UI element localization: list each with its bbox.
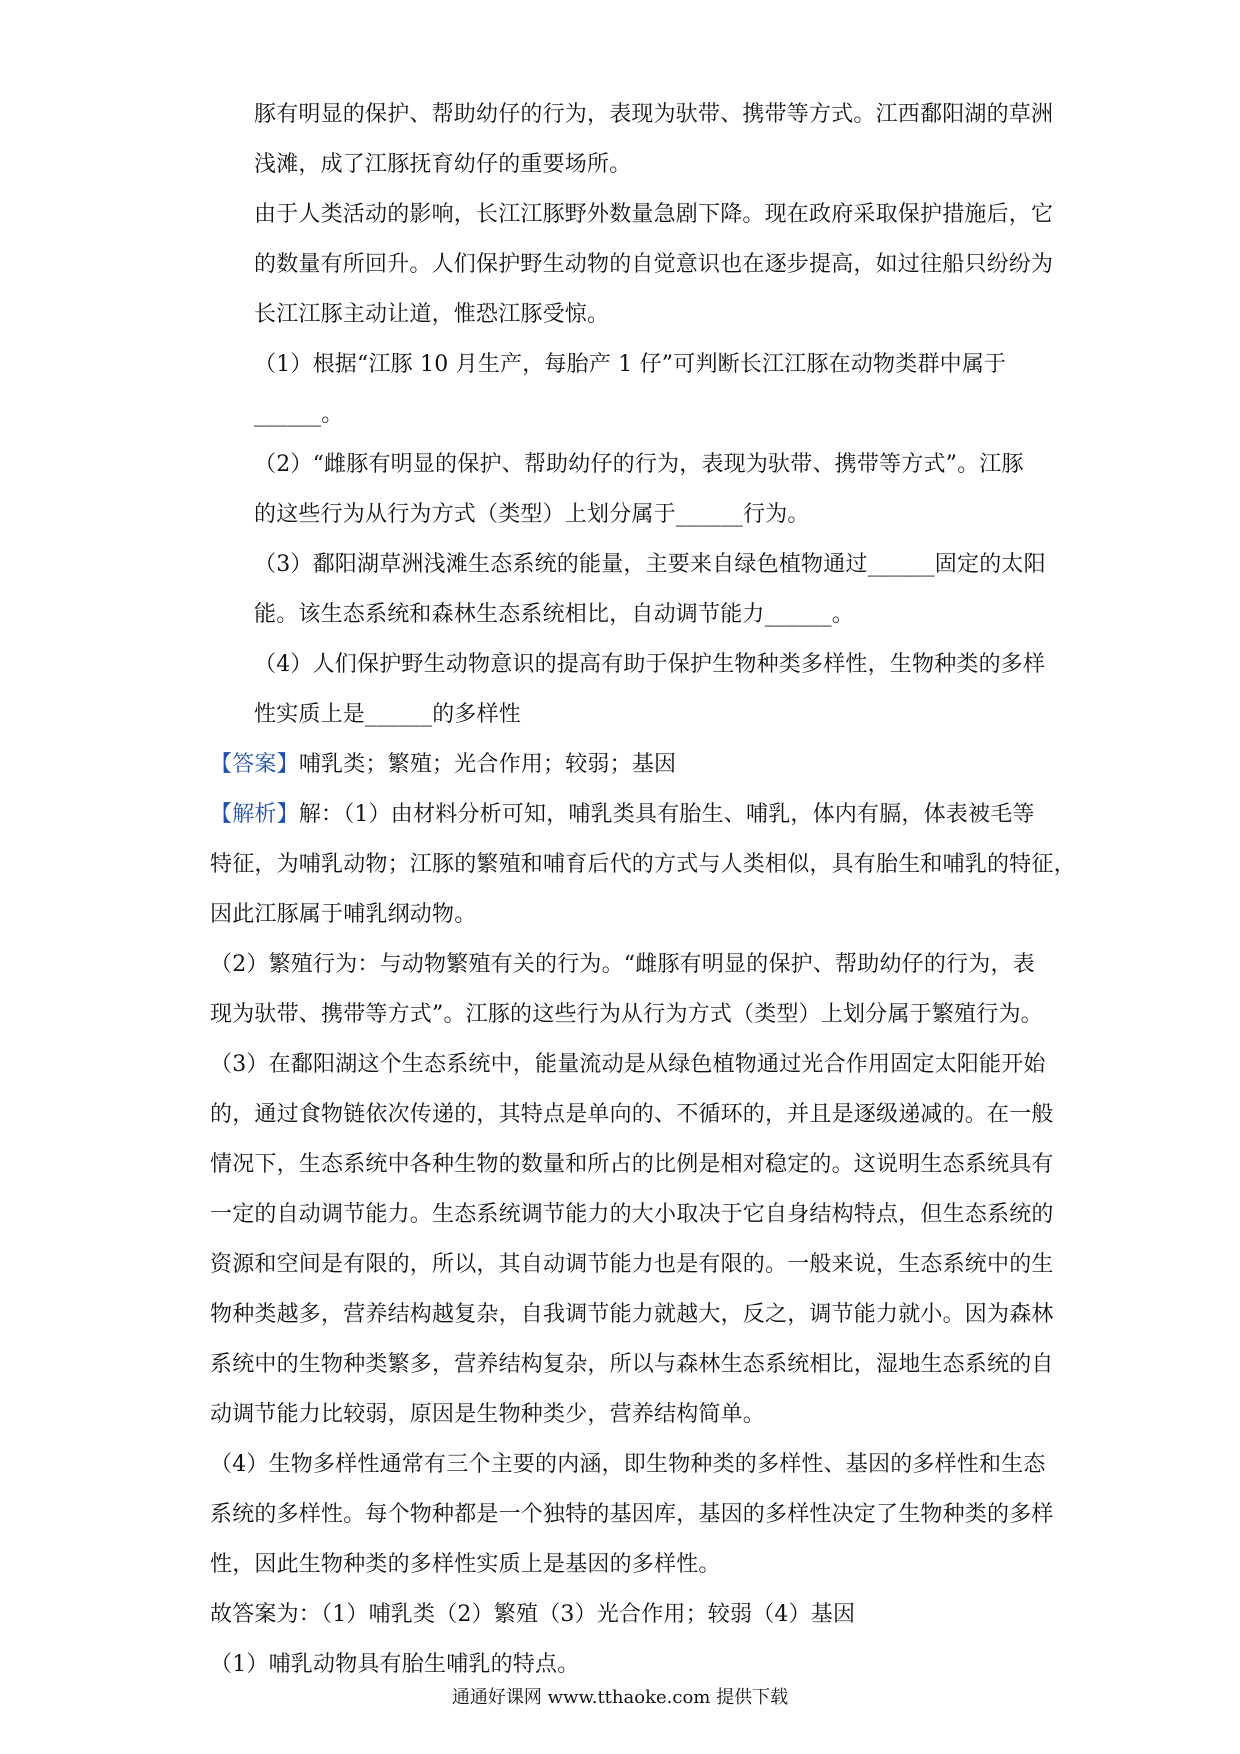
- page-footer: 通通好课网 www.tthaoke.com 提供下载: [451, 1687, 789, 1708]
- answer-text: 哺乳类；繁殖；光合作用；较弱；基因: [298, 752, 677, 777]
- analysis-line: 现为驮带、携带等方式”。江豚的这些行为从行为方式（类型）上划分属于繁殖行为。: [210, 1002, 1043, 1027]
- question-4-line: 性实质上是______的多样性: [254, 702, 522, 727]
- analysis-line: 一定的自动调节能力。生态系统调节能力的大小取决于它自身结构特点，但生态系统的: [210, 1202, 1054, 1227]
- analysis-line: 系统中的生物种类繁多，营养结构复杂，所以与森林生态系统相比，湿地生态系统的自: [210, 1352, 1054, 1377]
- analysis-line: （3）在鄱阳湖这个生态系统中，能量流动是从绿色植物通过光合作用固定太阳能开始: [210, 1052, 1046, 1077]
- analysis-line: 情况下，生态系统中各种生物的数量和所占的比例是相对稳定的。这说明生态系统具有: [210, 1152, 1054, 1177]
- final-answer-line: 故答案为：（1）哺乳类（2）繁殖（3）光合作用；较弱（4）基因: [210, 1602, 856, 1627]
- passage-line: 长江江豚主动让道，惟恐江豚受惊。: [254, 302, 610, 327]
- analysis-line: （4）生物多样性通常有三个主要的内涵，即生物种类的多样性、基因的多样性和生态: [210, 1452, 1046, 1477]
- analysis-line: 因此江豚属于哺乳纲动物。: [210, 902, 477, 927]
- analysis-line: 系统的多样性。每个物种都是一个独特的基因库，基因的多样性决定了生物种类的多样: [210, 1502, 1054, 1527]
- passage-line: 浅滩，成了江豚抚育幼仔的重要场所。: [254, 152, 632, 177]
- analysis-line: 特征，为哺乳动物；江豚的繁殖和哺育后代的方式与人类相似，具有胎生和哺乳的特征，: [210, 852, 1076, 877]
- analysis-line: [210, 800, 1035, 830]
- analysis-text: 解：（1）由材料分析可知，哺乳类具有胎生、哺乳，体内有膈，体表被毛等: [298, 802, 1035, 827]
- analysis-line: 性，因此生物种类的多样性实质上是基因的多样性。: [210, 1552, 721, 1577]
- question-1-line: ______。: [254, 402, 344, 427]
- analysis-line: 的，通过食物链依次传递的，其特点是单向的、不循环的，并且是逐级递减的。在一般: [210, 1102, 1054, 1127]
- passage-line: 由于人类活动的影响，长江江豚野外数量急剧下降。现在政府采取保护措施后，它: [254, 202, 1054, 227]
- question-2-line: （2）“雌豚有明显的保护、帮助幼仔的行为，表现为驮带、携带等方式”。江豚: [254, 452, 1024, 477]
- passage-line: 豚有明显的保护、帮助幼仔的行为，表现为驮带、携带等方式。江西鄱阳湖的草洲: [254, 102, 1054, 127]
- analysis-line: 动调节能力比较弱，原因是生物种类少，营养结构简单。: [210, 1402, 766, 1427]
- answer-tag: 【答案】: [210, 752, 299, 777]
- question-3-line: （3）鄱阳湖草洲浅滩生态系统的能量，主要来自绿色植物通过______固定的太阳: [254, 552, 1046, 577]
- analysis-tag: 【解析】: [210, 802, 299, 827]
- question-1-line: （1）根据“江豚 10 月生产，每胎产 1 仔”可判断长江江豚在动物类群中属于: [254, 352, 1007, 377]
- note-line: （1）哺乳动物具有胎生哺乳的特点。: [210, 1652, 580, 1677]
- analysis-line: 物种类越多，营养结构越复杂，自我调节能力就越大，反之，调节能力就小。因为森林: [210, 1302, 1054, 1327]
- analysis-line: 资源和空间是有限的，所以，其自动调节能力也是有限的。一般来说，生态系统中的生: [210, 1252, 1054, 1277]
- answer-line: [210, 750, 676, 780]
- analysis-line: （2）繁殖行为：与动物繁殖有关的行为。“雌豚有明显的保护、帮助幼仔的行为，表: [210, 952, 1035, 977]
- question-4-line: （4）人们保护野生动物意识的提高有助于保护生物种类多样性，生物种类的多样: [254, 652, 1046, 677]
- question-3-line: 能。该生态系统和森林生态系统相比，自动调节能力______。: [254, 602, 855, 627]
- question-2-line: 的这些行为从行为方式（类型）上划分属于______行为。: [254, 502, 810, 527]
- passage-line: 的数量有所回升。人们保护野生动物的自觉意识也在逐步提高，如过往船只纷纷为: [254, 252, 1054, 277]
